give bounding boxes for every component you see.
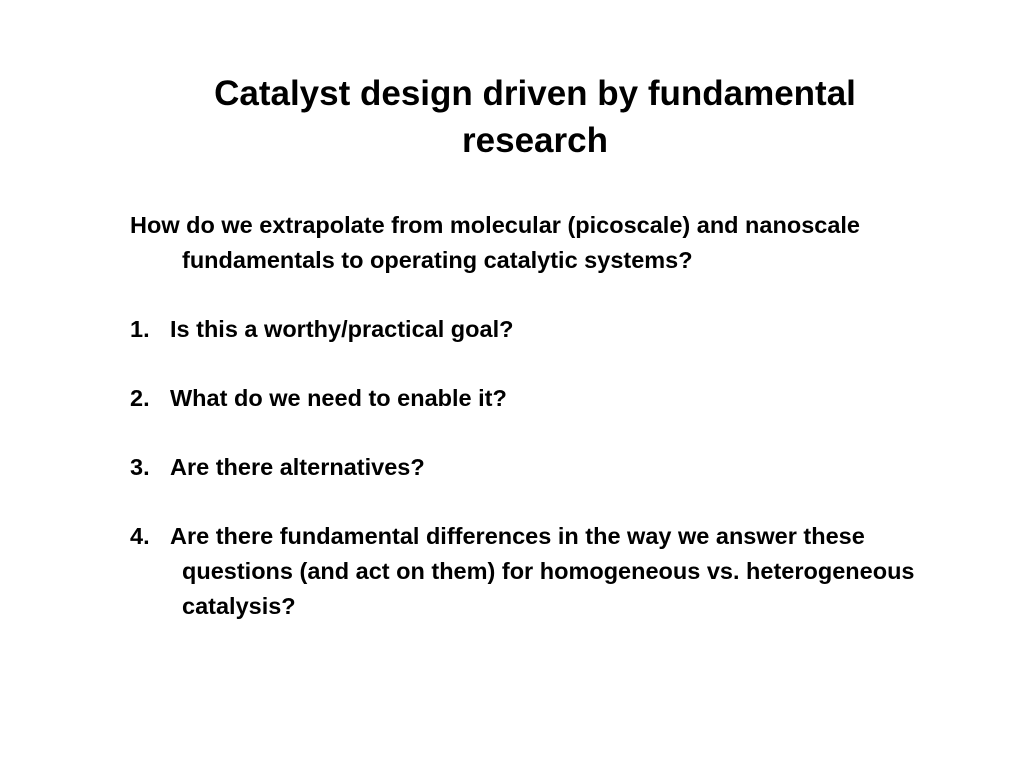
list-item <box>130 381 980 416</box>
item-text: Are there fundamental differences in the way we answer these questions (and act on them) for homogeneous vs. heterogeneous catalysis? <box>170 523 915 619</box>
item-text: Is this a worthy/practical goal? <box>170 316 514 342</box>
spacer <box>130 347 980 381</box>
item-number: 3. <box>130 454 150 480</box>
list-item <box>130 519 980 624</box>
intro-question: How do we extrapolate from molecular (picoscale) and nanoscale fundamentals to operating catalytic systems? <box>130 212 861 273</box>
slide-title: Catalyst design driven by fundamental research <box>214 74 856 160</box>
list-item <box>130 450 980 485</box>
item-number: 2. <box>130 385 150 411</box>
spacer <box>130 485 980 519</box>
item-number: 4. <box>130 523 150 549</box>
item-text: Are there alternatives? <box>170 454 425 480</box>
spacer <box>130 416 980 450</box>
list-item <box>130 312 980 347</box>
spacer <box>130 278 980 312</box>
item-number: 1. <box>130 316 150 342</box>
item-text: What do we need to enable it? <box>170 385 507 411</box>
slide-body <box>130 208 980 624</box>
